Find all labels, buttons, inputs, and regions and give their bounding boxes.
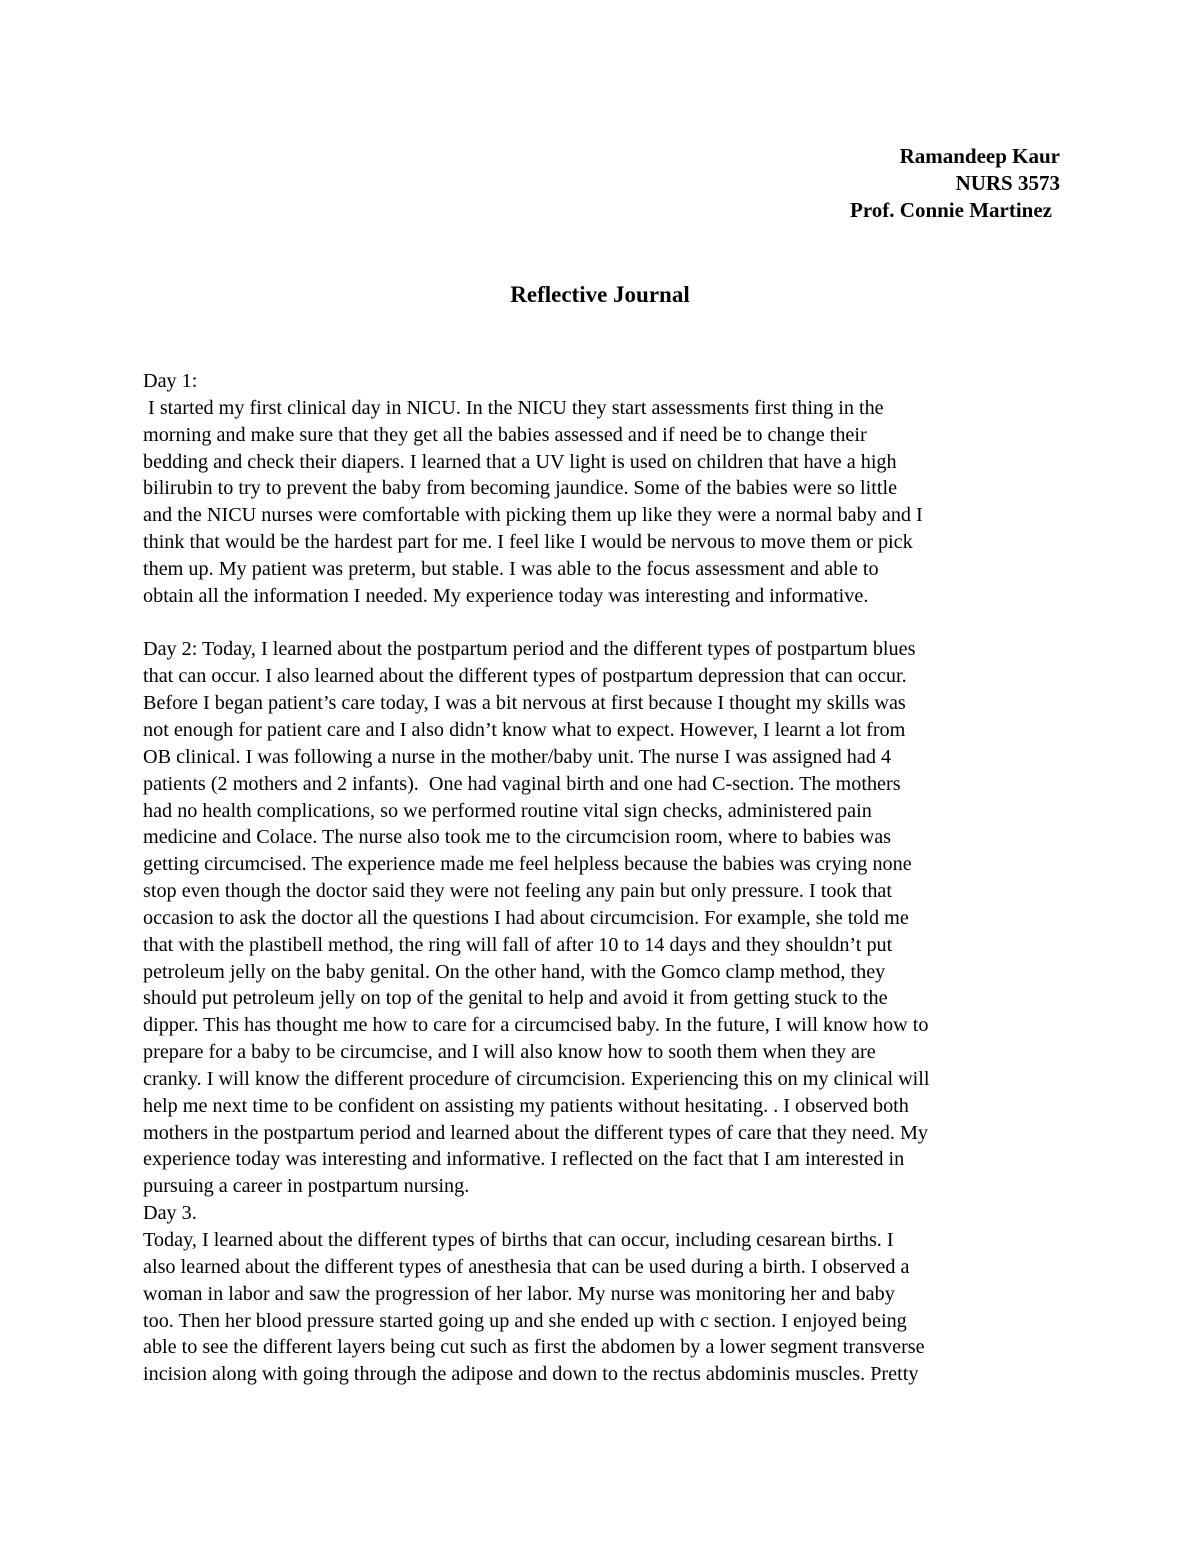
text-line: able to see the different layers being cut such as first the abdomen by a lower segment transverse (143, 1336, 925, 1359)
text-line: pursuing a career in postpartum nursing. (143, 1175, 470, 1198)
text-line: Day 2: Today, I learned about the postpartum period and the different types of postpartum blues (143, 638, 916, 661)
text-line: bilirubin to try to prevent the baby from becoming jaundice. Some of the babies were so little (143, 477, 898, 500)
text-line: patients (2 mothers and 2 infants). One had vaginal birth and one had C-section. The mothers (143, 772, 901, 795)
course-code: NURS 3573 (955, 171, 1060, 195)
text-line: that with the plastibell method, the ring will fall of after 10 to 14 days and they shouldn’t put (143, 933, 893, 956)
paragraph-spacer (143, 610, 1063, 637)
day3-paragraph (143, 1227, 1063, 1388)
text-line: also learned about the different types of anesthesia that can be used during a birth. I observed a (143, 1255, 910, 1278)
text-line: Before I began patient’s care today, I was a bit nervous at first because I thought my skills was (143, 692, 906, 715)
text-line: incision along with going through the adipose and down to the rectus abdominis muscles. Pretty (143, 1363, 919, 1386)
text-line: dipper. This has thought me how to care for a circumcised baby. In the future, I will know how to (143, 1014, 929, 1037)
journal-body (143, 368, 1063, 1388)
header-block (850, 143, 1060, 224)
text-line: and the NICU nurses were comfortable with picking them up like they were a normal baby and I (143, 504, 923, 527)
text-line: bedding and check their diapers. I learned that a UV light is used on children that have a high (143, 450, 897, 473)
day1-paragraph (143, 395, 1063, 610)
text-line: getting circumcised. The experience made me feel helpless because the babies was crying none (143, 853, 912, 876)
instructor-name: Prof. Connie Martinez (850, 198, 1052, 222)
text-line: help me next time to be confident on assisting my patients without hesitating. . I observed both (143, 1094, 909, 1117)
text-line: petroleum jelly on the baby genital. On the other hand, with the Gomco clamp method, they (143, 960, 886, 983)
text-line: stop even though the doctor said they were not feeling any pain but only pressure. I took that (143, 880, 892, 903)
day2-paragraph (143, 636, 1063, 1200)
text-line: too. Then her blood pressure started going up and she ended up with c section. I enjoyed being (143, 1309, 907, 1332)
text-line: should put petroleum jelly on top of the genital to help and avoid it from getting stuck to the (143, 987, 888, 1010)
author-name: Ramandeep Kaur (899, 144, 1060, 168)
text-line: occasion to ask the doctor all the questions I had about circumcision. For example, she told me (143, 906, 909, 929)
page-title: Reflective Journal (510, 282, 690, 307)
text-line: not enough for patient care and I also didn’t know what to expect. However, I learnt a lot from (143, 718, 906, 741)
text-line: obtain all the information I needed. My experience today was interesting and informative. (143, 584, 869, 607)
text-line: morning and make sure that they get all the babies assessed and if need be to change their (143, 423, 867, 446)
text-line: cranky. I will know the different procedure of circumcision. Experiencing this on my clinical will (143, 1067, 930, 1090)
day1-heading: Day 1: (143, 370, 198, 392)
text-line: prepare for a baby to be circumcise, and I will also know how to sooth them when they are (143, 1041, 876, 1064)
text-line: medicine and Colace. The nurse also took me to the circumcision room, where to babies was (143, 826, 892, 849)
text-line: that can occur. I also learned about the different types of postpartum depression that can occur. (143, 665, 907, 688)
text-line: Today, I learned about the different types of births that can occur, including cesarean births. I (143, 1229, 894, 1251)
day3-heading: Day 3. (143, 1202, 197, 1225)
text-line: mothers in the postpartum period and learned about the different types of care that they need. My (143, 1121, 929, 1144)
text-line: think that would be the hardest part for me. I feel like I would be nervous to move them or pick (143, 531, 913, 554)
text-line: experience today was interesting and informative. I reflected on the fact that I am interested in (143, 1148, 905, 1171)
text-line: OB clinical. I was following a nurse in the mother/baby unit. The nurse I was assigned had 4 (143, 745, 892, 768)
text-line: had no health complications, so we performed routine vital sign checks, administered pain (143, 799, 872, 822)
text-line: them up. My patient was preterm, but stable. I was able to the focus assessment and able to (143, 557, 879, 580)
text-line: woman in labor and saw the progression of her labor. My nurse was monitoring her and baby (143, 1282, 895, 1305)
text-line: I started my first clinical day in NICU. In the NICU they start assessments first thing in the (143, 396, 884, 419)
